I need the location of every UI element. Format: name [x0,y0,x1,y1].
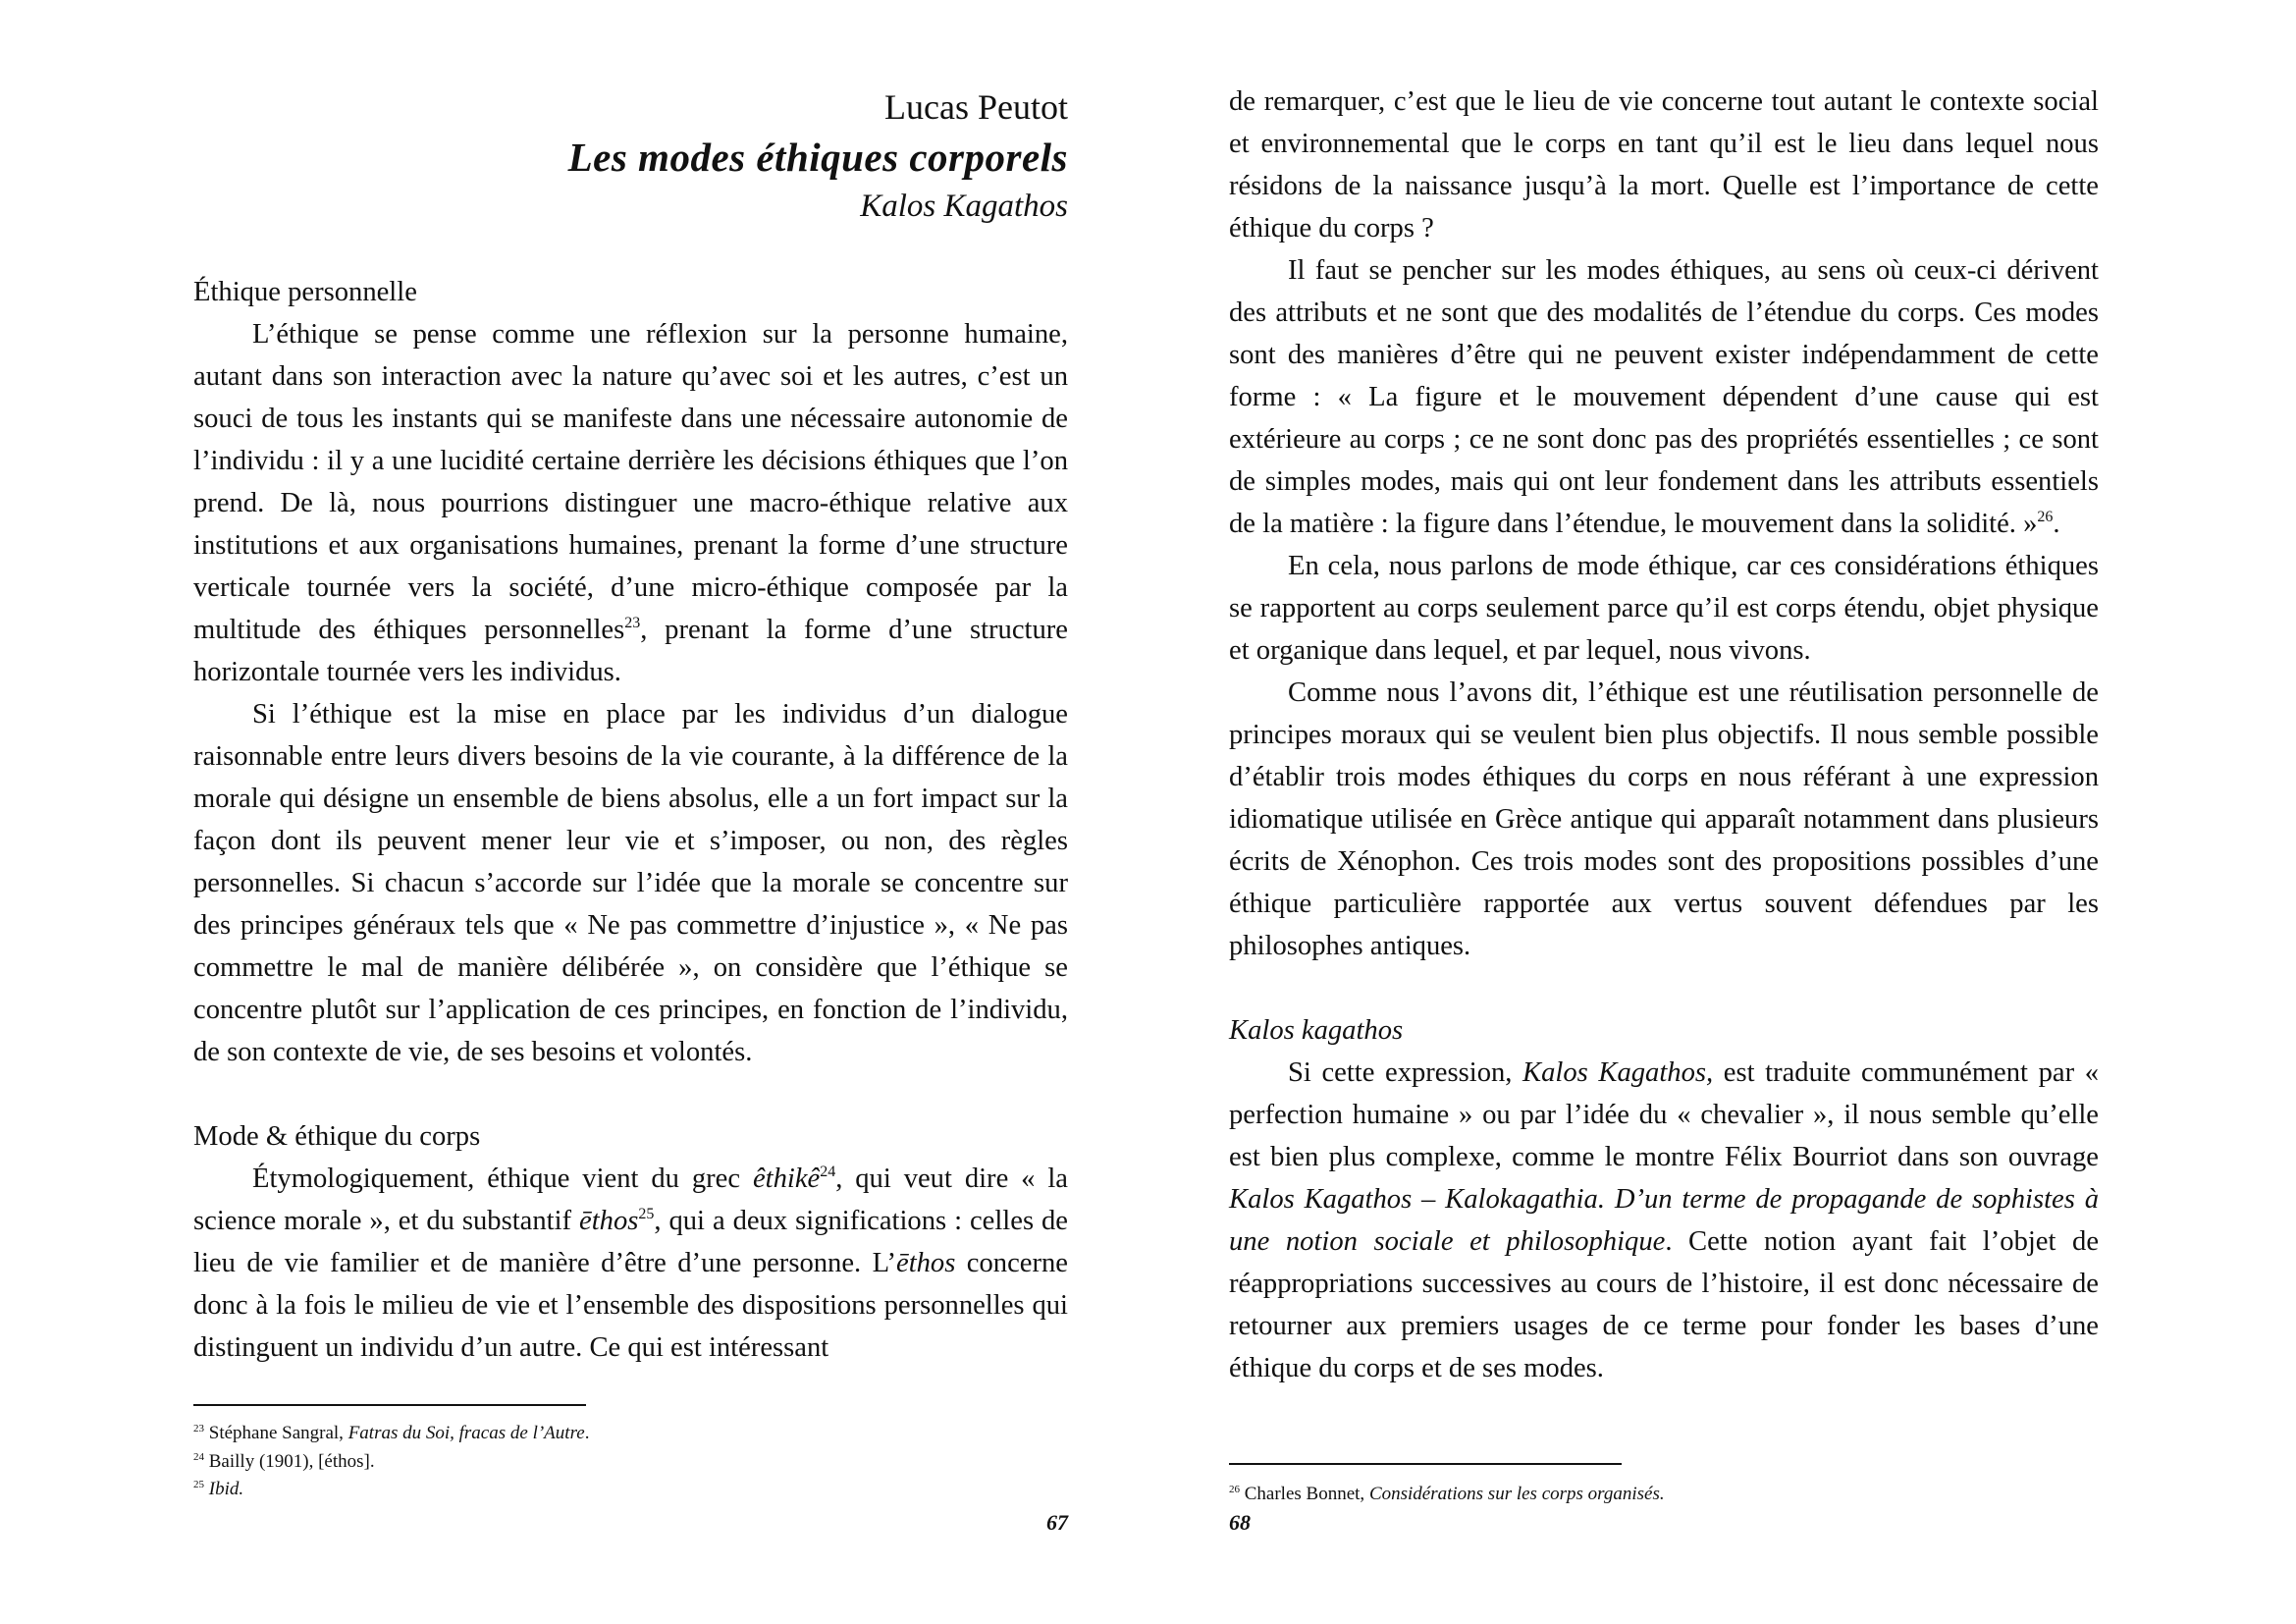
paragraph: Comme nous l’avons dit, l’éthique est une réutilisation personnelle de principes moraux qui se veulent bien plus objectifs. Il nous semble possible d’établir trois modes éthiques du corps en nous référant à une expression idiomatique utilisée en Grèce antique qui apparaît notamment dans plusieurs écrits de Xénophon. Ces trois modes sont des propositions possibles d’une éthique particulière rapportée aux vertus souvent défendues par les philosophes antiques. [1229,677,2099,961]
footnote-text: Charles Bonnet, [1244,1484,1369,1504]
paragraph: En cela, nous parlons de mode éthique, car ces considérations éthiques se rapportent au corps seulement parce qu’il est corps étendu, objet physique et organique dans lequel, et par lequel, nous vivons. [1229,551,2099,666]
footnote-number: 25 [193,1479,204,1490]
greek-term: êthikê [752,1164,821,1194]
footnotes [1229,1481,2099,1509]
footnote-text: . [584,1423,590,1443]
left-page [193,0,1068,1624]
paragraph-text: Il faut se pencher sur les modes éthiques, au sens où ceux-ci dérivent des attributs et ne sont que des modalités de l’étendue du corps. Ces modes sont des manières d’être qui ne peuvent exister indépendamment de cette forme : « La figure et le mouvement dépendent d’une cause qui est extérieure au corps ; ce ne sont donc pas des propriétés essentielles ; ce sont de simples modes, mais qui ont leur fondement dans les attributs essentiels de la matière : la figure dans l’étendue, le mouvement dans la solidité. » [1229,255,2099,539]
chapter-subtitle: Kalos Kagathos [860,189,1068,224]
paragraph-text: , qui a deux significations : celles de lieu de vie familier et de manière d’être d’une personne. L’ [193,1206,1068,1278]
page-number: 68 [1229,1510,1251,1535]
footnote-divider [1229,1463,1622,1465]
greek-term: ēthos [896,1248,956,1278]
paragraph-text: est traduite communément par « perfection humaine » ou par l’idée du « chevalier », il nous semble qu’elle est bien plus complexe, comme le montre Félix Bourriot dans son ouvrage [1229,1057,2099,1172]
footnote-title: Ibid. [208,1479,244,1499]
footnote-divider [193,1404,586,1406]
paragraph-text: , qui veut dire « la science morale », et du substantif [193,1164,1068,1236]
paragraph [193,1158,1068,1369]
footnote-number: 23 [193,1423,204,1435]
footnote-title: Fatras du Soi, fracas de l’Autre [347,1423,585,1443]
paragraph: Si l’éthique est la mise en place par les individus d’un dialogue raisonnable entre leurs divers besoins de la vie courante, à la différence de la morale qui désigne un ensemble de biens absolus, elle a un fort impact sur la façon dont ils peuvent mener leur vie et s’imposer, ou non, des règles personnelles. Si chacun s’accorde sur l’idée que la morale se concentre sur des principes généraux tels que « Ne pas commettre d’injustice », « Ne pas commettre le mal de manière délibérée », on considère que l’éthique se concentre plutôt sur l’application de ces principes, en fonction de l’individu, de son contexte de vie, de ses besoins et volontés. [193,699,1068,1067]
paragraph-text: . Cette notion ayant fait l’objet de réappropriations successives au cours de l’histoire, il est donc nécessaire de retourner aux premiers usages de ce terme pour fonder les bases d’une éthique du corps et de ses modes. [1229,1226,2100,1383]
left-body-text [193,271,1068,1369]
paragraph-text: . [2053,509,2060,539]
footnote-ref[interactable]: 23 [624,615,641,631]
section-heading-ethique-personnelle: Éthique personnelle [193,277,417,307]
footnote-ref[interactable]: 24 [820,1164,836,1180]
greek-term: Kalos Kagathos, [1522,1057,1714,1088]
paragraph-text: Étymologiquement, éthique vient du grec [252,1164,753,1194]
footnote-24 [193,1448,1068,1477]
section-heading-kalos-kagathos: Kalos kagathos [1229,1015,1404,1046]
paragraph-text: concerne donc à la fois le milieu de vie et l’ensemble des dispositions personnelles qui distinguent un individu d’un autre. Ce qui est intéressant [193,1248,1068,1363]
footnotes [193,1420,1068,1504]
footnote-text: Bailly (1901), [éthos]. [208,1450,375,1472]
footnote-number: 24 [193,1450,204,1463]
chapter-header [568,82,1068,230]
section-heading-mode-ethique-corps: Mode & éthique du corps [193,1121,481,1152]
chapter-title: Les modes éthiques corporels [567,135,1068,180]
greek-term: ēthos [579,1206,639,1236]
book-title: Kalos Kagathos – Kalokagathia. D’un terme de propagande de sophistes à une notion sociale et philosophique [1229,1184,2099,1257]
footnote-title: Considérations sur les corps organisés. [1368,1484,1665,1504]
footnote-ref[interactable]: 26 [2037,509,2054,525]
paragraph-text: L’éthique se pense comme une réflexion sur la personne humaine, autant dans son interaction avec la nature qu’avec soi et les autres, c’est un souci de tous les instants qui se manifeste dans une nécessaire autonomie de l’individu : il y a une lucidité certaine derrière les décisions éthiques que l’on prend. De là, nous pourrions distinguer une macro-éthique relative aux institutions et aux organisations humaines, prenant la forme d’une structure verticale tournée vers la société, d’une micro-éthique composée par la multitude des éthiques personnelles [193,319,1068,645]
right-page [1229,0,2099,1624]
paragraph-continuation: de remarquer, c’est que le lieu de vie concerne tout autant le contexte social et environnemental que le corps en tant qu’il est le lieu dans lequel nous résidons de la naissance jusqu’à la mort. Quelle est l’importance de cette éthique du corps ? [1229,86,2099,244]
footnote-25 [193,1476,1068,1504]
right-body-text [1229,81,2099,1389]
paragraph [1229,249,2099,545]
paragraph-text: , prenant la forme d’une structure horizontale tournée vers les individus. [193,615,1068,687]
footnote-ref[interactable]: 25 [638,1206,655,1222]
footnote-text: Stéphane Sangral, [208,1423,348,1443]
footnote-23 [193,1420,1068,1448]
page-number: 67 [1046,1510,1068,1535]
author-name: Lucas Peutot [884,87,1068,127]
paragraph [1229,1052,2099,1389]
footnote-number: 26 [1229,1484,1240,1495]
footnote-26 [1229,1481,2099,1509]
paragraph-text: Si cette expression, [1288,1057,1523,1088]
paragraph [193,313,1068,693]
spacer [1229,967,2099,1009]
spacer [193,1073,1068,1115]
